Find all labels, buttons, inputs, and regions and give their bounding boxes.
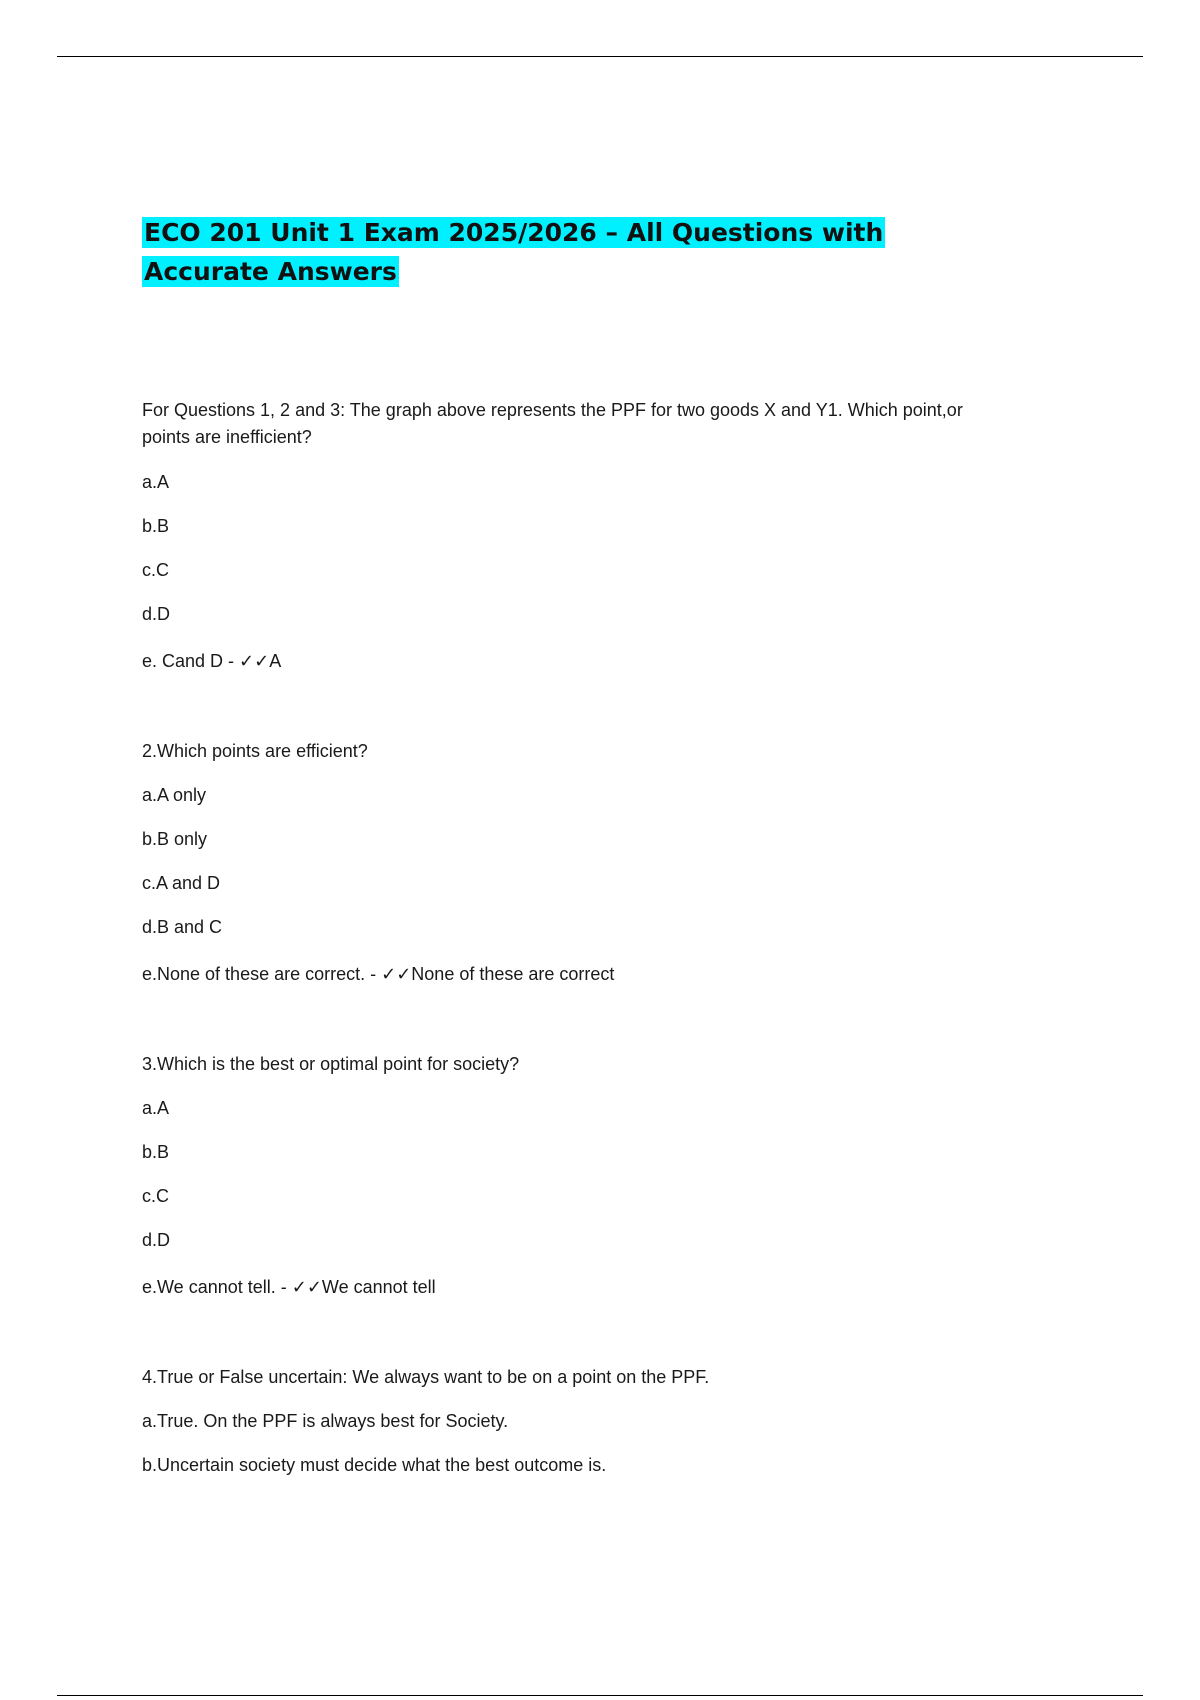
question-4-option-b: b.Uncertain society must decide what the best outcome is. (142, 1455, 607, 1475)
question-2-option-a: a.A only (142, 785, 207, 805)
question-3-option-b: b.B (142, 1142, 170, 1162)
question-2-option-d: d.B and C (142, 917, 223, 937)
question-2-prompt: 2.Which points are efficient? (142, 741, 368, 761)
question-3-option-c: c.C (142, 1186, 169, 1206)
title-highlight (142, 217, 885, 287)
check-mark-icon: ✓✓ (291, 1277, 322, 1298)
question-1-option-a: a.A (142, 472, 170, 492)
question-2-answer (142, 961, 614, 988)
question-3-answer (142, 1274, 436, 1301)
question-1-prompt-line-2: points are inefficient? (142, 427, 312, 447)
question-4-option-a: a.True. On the PPF is always best for Society. (142, 1411, 509, 1431)
document-title (142, 213, 885, 291)
question-4-prompt: 4.True or False uncertain: We always want to be on a point on the PPF. (142, 1367, 710, 1387)
question-2-option-c: c.A and D (142, 873, 221, 893)
question-1-option-c: c.C (142, 560, 169, 580)
answer-prefix: e.None of these are correct. - (142, 964, 382, 984)
question-1-prompt-line-1: For Questions 1, 2 and 3: The graph above represents the PPF for two goods X and Y1. Which point,or (142, 400, 963, 420)
check-mark-icon: ✓✓ (381, 964, 412, 985)
question-1-answer (142, 648, 281, 675)
top-rule (57, 56, 1143, 57)
answer-prefix: e.We cannot tell. - (142, 1277, 292, 1297)
answer-text: None of these are correct (411, 964, 615, 984)
question-1-option-b: b.B (142, 516, 170, 536)
title-line-2: Accurate Answers (144, 257, 397, 286)
answer-prefix: e. Cand D - (142, 651, 240, 671)
question-1 (142, 397, 1062, 451)
question-1-option-d: d.D (142, 604, 171, 624)
check-mark-icon: ✓✓ (239, 651, 270, 672)
question-3-option-d: d.D (142, 1230, 171, 1250)
question-3-option-a: a.A (142, 1098, 170, 1118)
question-3-prompt: 3.Which is the best or optimal point for society? (142, 1054, 520, 1074)
bottom-rule (57, 1695, 1143, 1696)
answer-text: We cannot tell (321, 1277, 436, 1297)
title-line-1: ECO 201 Unit 1 Exam 2025/2026 – All Questions with (144, 218, 884, 247)
answer-text: A (269, 651, 282, 671)
question-2-option-b: b.B only (142, 829, 208, 849)
